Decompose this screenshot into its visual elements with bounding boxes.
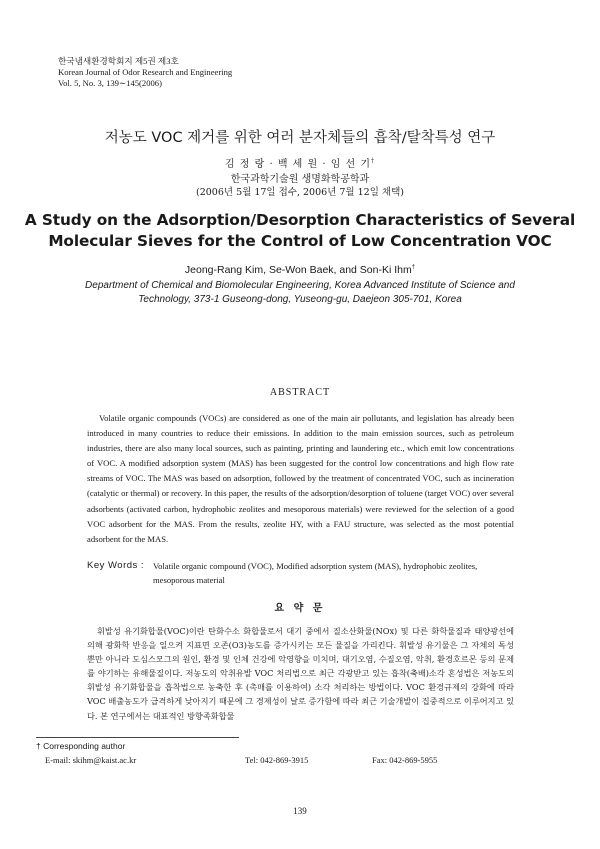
korean-corresponding-mark: † <box>371 157 376 165</box>
english-department-line1: Department of Chemical and Biomolecular Engineering, Korea Advanced Institute of Science and <box>85 280 515 291</box>
korean-authors <box>0 155 600 170</box>
english-authors-text: Jeong-Rang Kim, Se-Won Baek, and Son-Ki Ihm <box>184 264 412 276</box>
korean-institution: 한국과학기술원 생명화학공학과 <box>230 174 370 185</box>
journal-english-name: Korean Journal of Odor Research and Engineering <box>58 67 233 77</box>
korean-received-dates: (2006년 5월 17일 접수, 2006년 7월 12일 채택) <box>196 187 404 198</box>
keywords-label: Key Words : <box>87 560 145 571</box>
journal-volume-info: Vol. 5, No. 3, 139∼145(2006) <box>58 78 162 88</box>
abstract-text: Volatile organic compounds (VOCs) are considered as one of the main air pollutants, and legislation has already been introduced in many countries to reduce their emissions. In addition to the main emission sources, such as petroleum industries, there are also many local sources, such as painting, printing and laundering etc., which emit low concentrations of VOC. A modified adsorption system (MAS) has been suggested for the control low concentrations and high flow rate streams of VOC. The MAS was based on adsorption, followed by the treatment of concentrated VOC, such as incineration (catalytic or thermal) or recovery. In this paper, the results of the adsorption/desorption of toluene (target VOC) over several adsorbents (activated carbon, hydrophobic zeolites and mesoporous materials) were reviewed for the selection of a good VOC adsorbent for the MAS. From the results, zeolite HY, with a FAU structure, was selected as the most potential adsorbent for the MAS. <box>87 413 514 544</box>
footnote-divider <box>36 737 239 738</box>
korean-authors-text: 김 정 랑 · 백 세 원 · 임 선 기 <box>224 159 372 170</box>
english-authors <box>0 264 600 276</box>
keywords-text: Volatile organic compound (VOC), Modified adsorption system (MAS), hydrophobic zeolites, mesoporous material <box>153 561 478 585</box>
journal-korean-name: 한국냄새환경학회지 제5권 제3호 <box>58 56 179 66</box>
korean-summary-body <box>87 624 514 723</box>
abstract-body <box>87 411 514 547</box>
contact-email: E-mail: skihm@kaist.ac.kr <box>45 755 137 765</box>
english-department <box>0 279 600 307</box>
english-title-line1: A Study on the Adsorption/Desorption Characteristics of Several <box>24 211 576 229</box>
english-corresponding-mark: † <box>411 264 416 271</box>
english-title-line2: Molecular Sieves for the Control of Low Concentration VOC <box>48 232 552 250</box>
journal-header <box>58 56 232 89</box>
abstract-heading: ABSTRACT <box>269 387 331 398</box>
english-department-line2: Technology, 373-1 Guseong-dong, Yuseong-gu, Daejeon 305-701, Korea <box>138 294 462 305</box>
korean-summary-heading: 요 약 문 <box>274 603 326 614</box>
contact-fax: Fax: 042-869-5955 <box>372 755 438 765</box>
page-number: 139 <box>293 806 307 816</box>
korean-title: 저농도 VOC 제거를 위한 여러 분자체들의 흡착/탈착특성 연구 <box>104 130 496 146</box>
contact-tel: Tel: 042-869-3915 <box>245 755 309 765</box>
korean-summary-text: 휘발성 유기화합물(VOC)이란 탄화수소 화합물로서 대기 중에서 질소산화물(NOx) 및 다른 화학물질과 태양광선에 의해 광화학 반응을 일으켜 지표면 오존(O3)농도를 증가시키는 모든 물질을 가리킨다. 휘발성 유기물은 그 자체의 독성뿐만 아니라 도심스모그의 원인, 환경 및 인체 건강에 악영향을 미치며, 대기오염, 수질오염, 악취, 환경호르몬 등의 문제를 야기하는 유해물질이다. 저농도의 악취유발 VOC 처리법으로 최근 각광받고 있는 흡착(축배)소각 혼성법은 저농도의 휘발성 유기화합물을 흡착법으로 농축한 후 (촉매를 이용하여) 소각 처리하는 방법이다. VOC 환경규제의 강화에 따라 VOC 배출농도가 급격하게 낮아지기 때문에 그 경제성이 날로 증가함에 따라 최근 기술개발이 집중적으로 이루어지고 있다. 본 연구에서는 대표적인 방향족화합물 <box>87 626 514 721</box>
corresponding-author-label: † Corresponding author <box>36 741 126 751</box>
